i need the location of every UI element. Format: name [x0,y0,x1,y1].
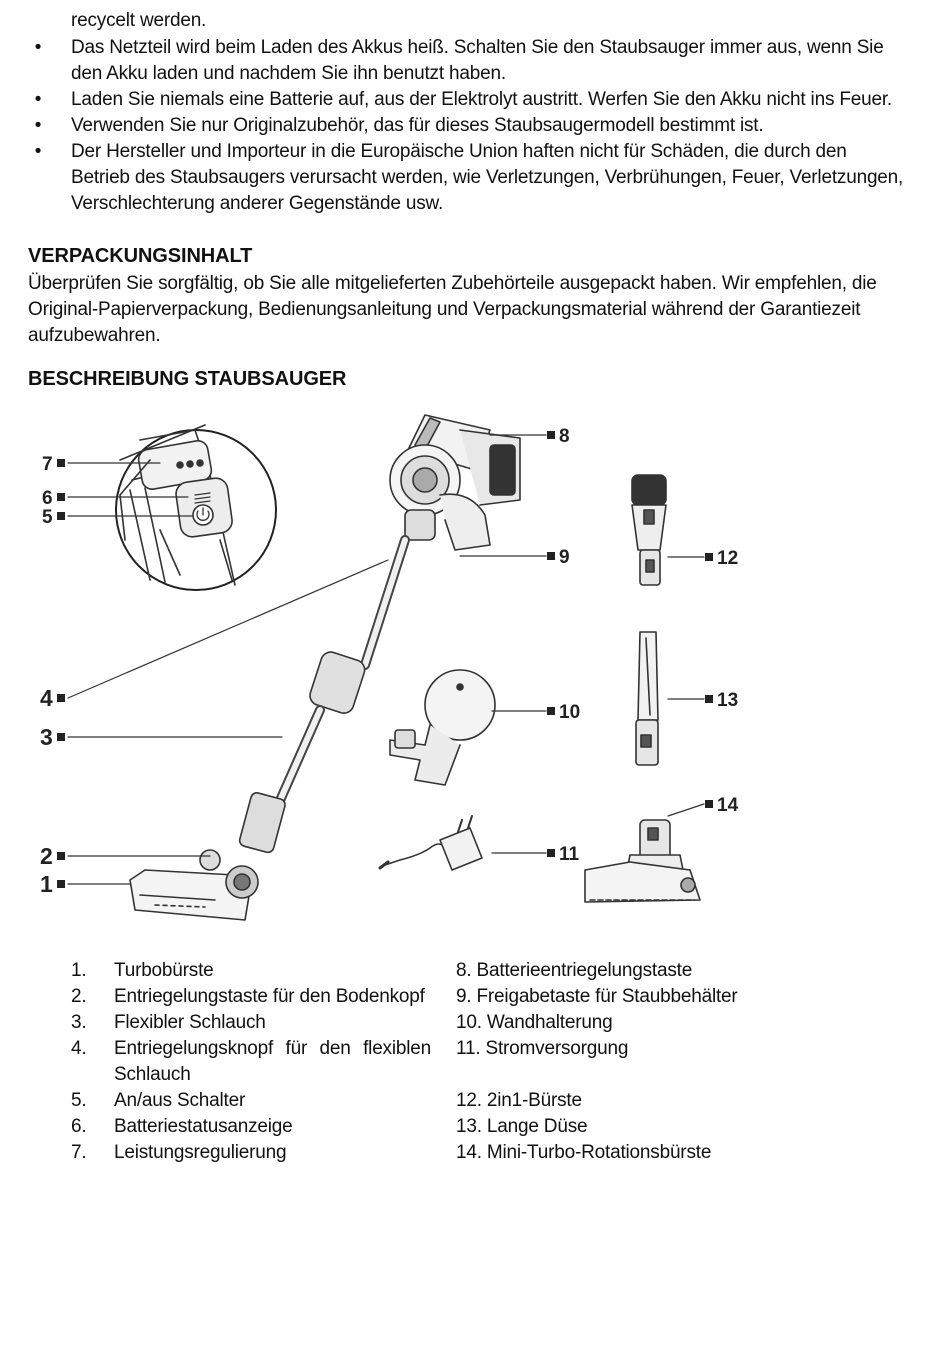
safety-bullet [28,113,908,139]
legend-item [71,1088,431,1114]
safety-bullet-text: Verwenden Sie nur Originalzubehör, das für dieses Staubsaugermodell bestimmt ist. [71,115,764,136]
legend-label: Batteriestatusanzeige [114,1116,293,1137]
bullet-dot: • [34,141,42,162]
callout-13: 13 [717,690,739,711]
bullet-dot: • [34,37,42,58]
legend-item: 10. Wandhalterung [456,1012,613,1033]
legend-number: 7. [71,1142,87,1163]
callout-7: 7 [42,454,53,475]
description-heading: BESCHREIBUNG STAUBSAUGER [28,368,347,390]
callout-12: 12 [717,548,739,569]
long-nozzle-illustration [636,632,658,765]
legend-item [71,1114,431,1140]
package-heading: VERPACKUNGSINHALT [28,245,253,267]
legend-item: 8. Batterieentriegelungstaste [456,960,693,981]
callout-9: 9 [559,547,570,568]
vacuum-diagram [20,400,930,940]
legend-label: Entriegelungstaste für den Bodenkopf [114,986,425,1007]
callout-4: 4 [40,685,53,711]
legend-item [71,1140,431,1166]
callout-10: 10 [559,702,581,723]
legend-item [71,1010,431,1036]
power-adapter-illustration [380,816,482,870]
legend-number: 1. [71,960,87,981]
callout-11: 11 [559,844,580,865]
bullet-dot: • [34,89,42,110]
parts-legend-left [71,958,431,1166]
callout-1: 1 [40,871,53,897]
callout-5: 5 [42,507,53,528]
legend-item: 11. Stromversorgung [456,1038,629,1059]
safety-bullet-text: Der Hersteller und Importeur in die Europäische Union haften nicht für Schäden, die durch den Betrieb des Staubsaugers verursacht werden, wie Verletzungen, Verbrühungen, Feuer, Verletzungen, Verschlechterung anderer Gegenstände usw. [71,141,904,214]
legend-item: 12. 2in1-Bürste [456,1090,582,1111]
safety-bullet-text: Das Netzteil wird beim Laden des Akkus heiß. Schalten Sie den Staubsauger immer aus, wenn Sie den Akku laden und nachdem Sie ihn benutzt haben. [71,37,884,84]
safety-bullet-text: Laden Sie niemals eine Batterie auf, aus der Elektrolyt austritt. Werfen Sie den Akku nicht ins Feuer. [71,89,892,110]
legend-item [71,984,431,1010]
callout-3: 3 [40,724,53,750]
callout-2: 2 [40,843,53,869]
package-text: Überprüfen Sie sorgfältig, ob Sie alle mitgelieferten Zubehörteile ausgepackt haben. Wir empfehlen, die Original-Papierverpackung, Bedienungsanleitung und Verpackungsmaterial während der Garantiezeit aufzubewahren. [28,273,877,346]
parts-legend-right [456,958,886,1166]
safety-bullet-list [28,35,908,217]
legend-label: Leistungsregulierung [114,1142,287,1163]
legend-item: 14. Mini-Turbo-Rotationsbürste [456,1142,712,1163]
legend-item [71,1036,431,1088]
legend-label: Turbobürste [114,960,214,981]
safety-bullet [28,35,908,87]
legend-number: 4. [71,1038,87,1059]
mini-turbo-brush-illustration [585,820,700,902]
callout-6: 6 [42,488,53,509]
legend-label: An/aus Schalter [114,1090,246,1111]
callout-14: 14 [717,795,739,816]
legend-item: 13. Lange Düse [456,1116,588,1137]
safety-bullet [28,87,908,113]
legend-item: 9. Freigabetaste für Staubbehälter [456,986,738,1007]
callout-8: 8 [559,426,570,447]
intro-continuation: recycelt werden. [71,10,207,31]
legend-label: Entriegelungsknopf für den flexiblen Schlauch [114,1038,431,1085]
leader-lines [68,435,704,884]
legend-label: Flexibler Schlauch [114,1012,266,1033]
safety-bullet [28,139,908,217]
legend-number: 2. [71,986,87,1007]
legend-number: 6. [71,1116,87,1137]
legend-item [71,958,431,984]
legend-number: 5. [71,1090,87,1111]
brush-2in1-illustration [632,475,666,585]
callout-markers [57,431,713,888]
legend-number: 3. [71,1012,87,1033]
bullet-dot: • [34,115,42,136]
handle-zoom-illustration [116,425,276,590]
wall-mount-illustration [390,670,495,785]
